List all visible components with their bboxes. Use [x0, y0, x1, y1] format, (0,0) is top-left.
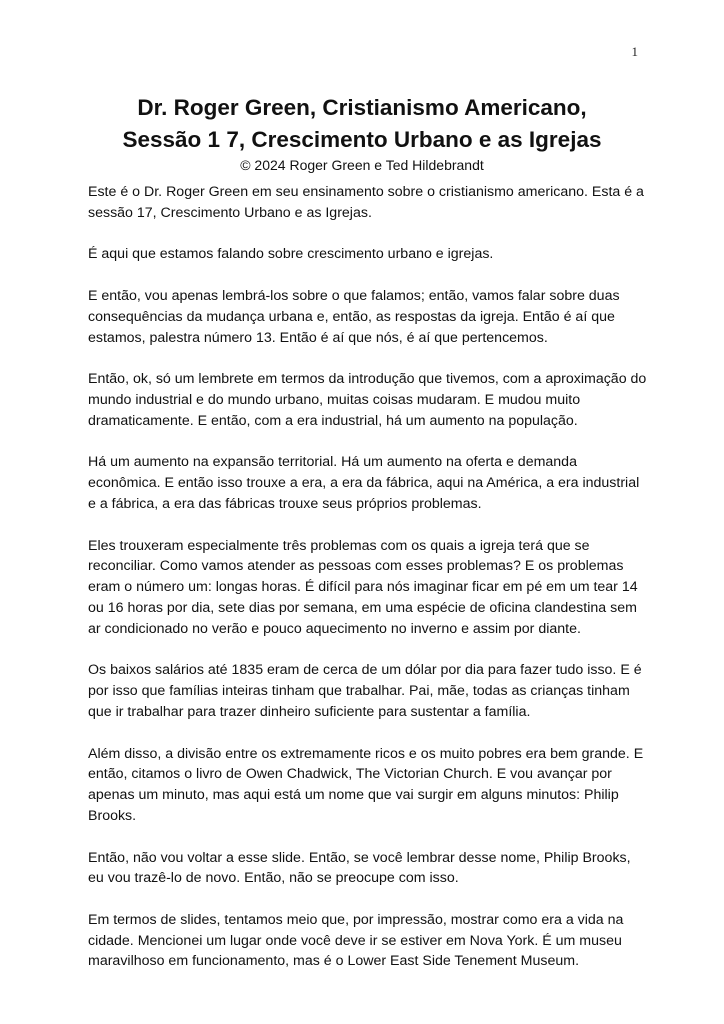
paragraph: Este é o Dr. Roger Green em seu ensinamento sobre o cristianismo americano. Esta é a sessão 17, Crescimento Urbano e as Igrejas.: [88, 184, 644, 221]
paragraph: Então, ok, só um lembrete em termos da introdução que tivemos, com a aproximação do mundo industrial e do mundo urbano, muitas coisas mudaram. E mudou muito dramaticamente. E então, com a era industrial, há um aumento na população.: [88, 371, 647, 429]
document-body: [88, 182, 648, 993]
paragraph: Os baixos salários até 1835 eram de cerca de um dólar por dia para fazer tudo isso. E é por isso que famílias inteiras tinham que trabalhar. Pai, mãe, todas as crianças tinham que ir trabalhar para trazer dinheiro suficiente para sustentar a família.: [88, 662, 642, 720]
document-header: [0, 92, 724, 174]
paragraph: É aqui que estamos falando sobre crescimento urbano e igrejas.: [88, 246, 494, 263]
paragraph: Então, não vou voltar a esse slide. Então, se você lembrar desse nome, Philip Brooks, eu vou trazê-lo de novo. Então, não se preocupe com isso.: [88, 849, 631, 887]
paragraph: E então, vou apenas lembrá-los sobre o que falamos; então, vamos falar sobre duas consequências da mudança urbana e, então, as respostas da igreja. Então é aí que estamos, palestra número 13. Então é aí que nós, é aí que pertencemos.: [88, 287, 620, 346]
page-number: 1: [631, 44, 638, 59]
paragraph: Eles trouxeram especialmente três problemas com os quais a igreja terá que se reconciliar. Como vamos atender as pessoas com esses problemas? E os problemas eram o número um: longas horas. É difícil para nós imaginar ficar em pé em um tear 14 ou 16 horas por dia, sete dias por semana, em uma espécie de oficina clandestina sem ar condicionado no verão e pouco aquecimento no inverno e assim por diante.: [88, 537, 638, 637]
paragraph: Em termos de slides, tentamos meio que, por impressão, mostrar como era a vida na cidade. Mencionei um lugar onde você deve ir se estiver em Nova York. É um museu maravilhoso em funcionamento, mas é o Lower East Side Tenement Museum.: [88, 911, 624, 970]
title-line-2: Sessão 1 7, Crescimento Urbano e as Igrejas: [122, 127, 602, 152]
title-line-1: Dr. Roger Green, Cristianismo Americano,: [137, 95, 587, 120]
paragraph: Há um aumento na expansão territorial. Há um aumento na oferta e demanda econômica. E então isso trouxe a era, a era da fábrica, aqui na América, a era industrial e a fábrica, a era das fábricas trouxe seus próprios problemas.: [88, 454, 640, 512]
paragraph: Além disso, a divisão entre os extremamente ricos e os muito pobres era bem grande. E então, citamos o livro de Owen Chadwick, The Victorian Church. E vou avançar por apenas um minuto, mas aqui está um nome que vai surgir em alguns minutos: Philip Brooks.: [88, 745, 644, 824]
copyright-line: © 2024 Roger Green e Ted Hildebrandt: [240, 157, 484, 173]
